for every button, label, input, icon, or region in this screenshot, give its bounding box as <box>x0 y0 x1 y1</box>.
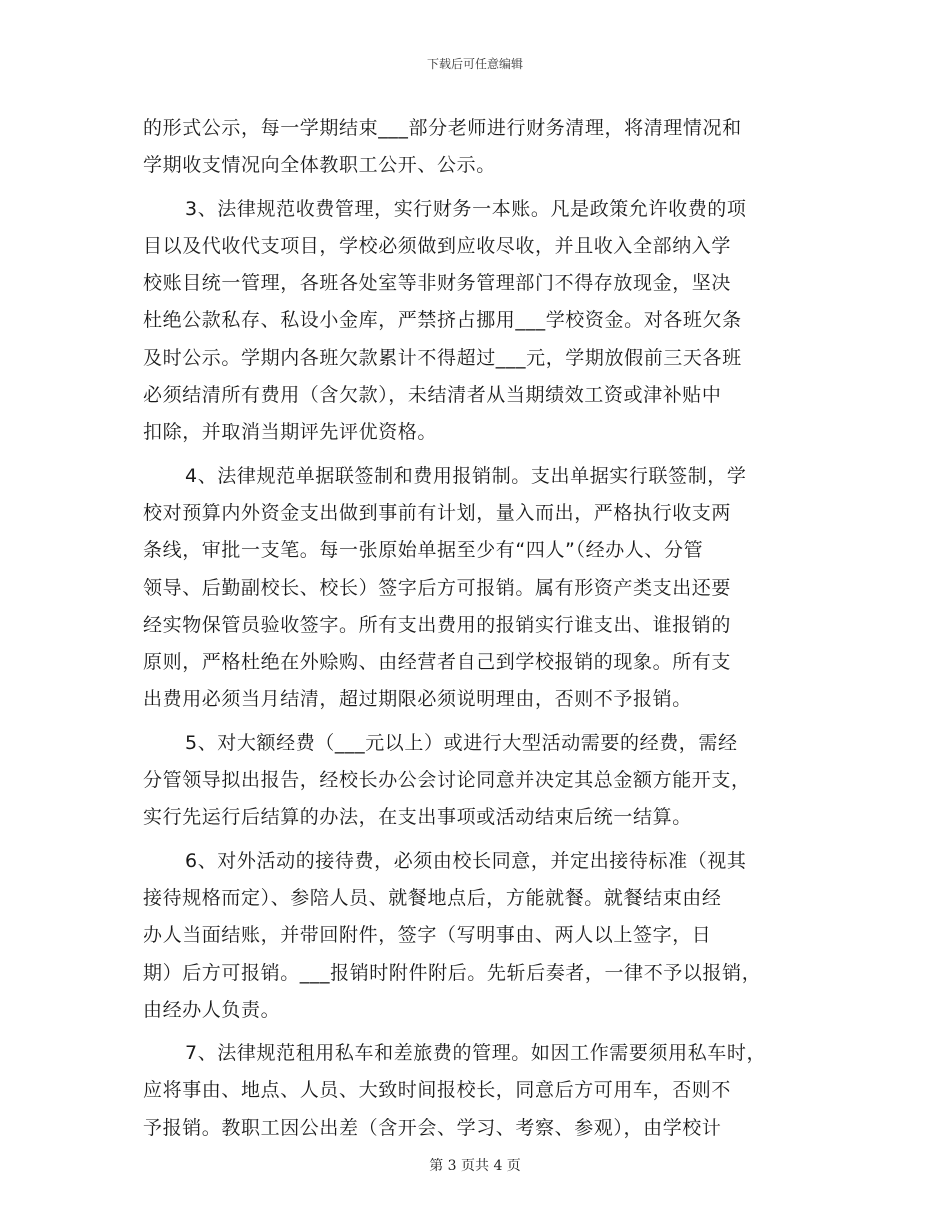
text-line: 6、对外活动的接待费，必须由校长同意，并定出接待标准（视其 <box>185 849 747 872</box>
text-line: 出费用必须当月结清，超过期限必须说明理由，否则不予报销。 <box>143 688 692 711</box>
text-line: 条线，审批一支笔。每一张原始单据至少有“四人”（经办人、分管 <box>143 539 704 562</box>
text-line: 期）后方可报销。___报销时附件附后。先斩后奏者，一律不予以报销， <box>143 961 762 984</box>
paragraph-item-5 <box>143 725 823 837</box>
text-line: 目以及代收代支项目，学校必须做到应收尽收，并且收入全部纳入学 <box>143 234 732 257</box>
text-line: 领导、后勤副校长、校长）签字后方可报销。属有形资产类支出还要 <box>143 576 732 599</box>
page-number: 第 3 页共 4 页 <box>429 1158 521 1174</box>
text-line: 分管领导拟出报告，经校长办公会讨论同意并决定其总金额方能开支， <box>143 769 751 792</box>
paragraph-item-7 <box>143 1035 823 1147</box>
text-line: 5、对大额经费（___元以上）或进行大型活动需要的经费，需经 <box>185 731 738 754</box>
text-line: 原则，严格杜绝在外赊购、由经营者自己到学校报销的现象。所有支 <box>143 651 732 674</box>
paragraph-item-3 <box>143 191 823 452</box>
text-line: 应将事由、地点、人员、大致时间报校长，同意后方可用车，否则不 <box>143 1079 732 1102</box>
text-line: 予报销。教职工因公出差（含开会、学习、考察、参观），由学校计 <box>143 1116 722 1139</box>
text-line: 的形式公示，每一学期结束___部分老师进行财务清理，将清理情况和 <box>143 117 742 139</box>
text-line: 学期收支情况向全体教职工公开、公示。 <box>143 154 496 177</box>
page-header: 下载后可任意编辑 <box>426 57 523 71</box>
paragraph <box>143 110 823 185</box>
paragraph-item-6 <box>143 843 823 1029</box>
text-line: 4、法律规范单据联签制和费用报销制。支出单据实行联签制，学 <box>185 464 747 487</box>
text-line: 办人当面结账，并带回附件，签字（写明事由、两人以上签字，日 <box>143 924 712 947</box>
text-line: 实行先运行后结算的办法，在支出事项或活动结束后统一结算。 <box>143 806 692 829</box>
paragraph-item-4 <box>143 458 823 719</box>
text-line: 及时公示。学期内各班欠款累计不得超过___元，学期放假前三天各班 <box>143 346 742 369</box>
text-line: 3、法律规范收费管理，实行财务一本账。凡是政策允许收费的项 <box>185 197 747 220</box>
document-body <box>143 110 823 1147</box>
text-line: 7、法律规范租用私车和差旅费的管理。如因工作需要须用私车时， <box>185 1042 767 1065</box>
text-line: 校对预算内外资金支出做到事前有计划，量入而出，严格执行收支两 <box>143 501 732 524</box>
text-line: 经实物保管员验收签字。所有支出费用的报销实行谁支出、谁报销的 <box>143 613 732 636</box>
text-line: 必须结清所有费用（含欠款），未结清者从当期绩效工资或津补贴中 <box>143 384 722 407</box>
text-line: 杜绝公款私存、私设小金库，严禁挤占挪用___学校资金。对各班欠条 <box>143 309 742 332</box>
text-line: 校账目统一管理，各班各处室等非财务管理部门不得存放现金，坚决 <box>143 272 732 295</box>
text-line: 接待规格而定）、参陪人员、就餐地点后，方能就餐。就餐结束由经 <box>143 886 722 909</box>
text-line: 由经办人负责。 <box>143 998 281 1021</box>
text-line: 扣除，并取消当期评先评优资格。 <box>143 421 438 444</box>
